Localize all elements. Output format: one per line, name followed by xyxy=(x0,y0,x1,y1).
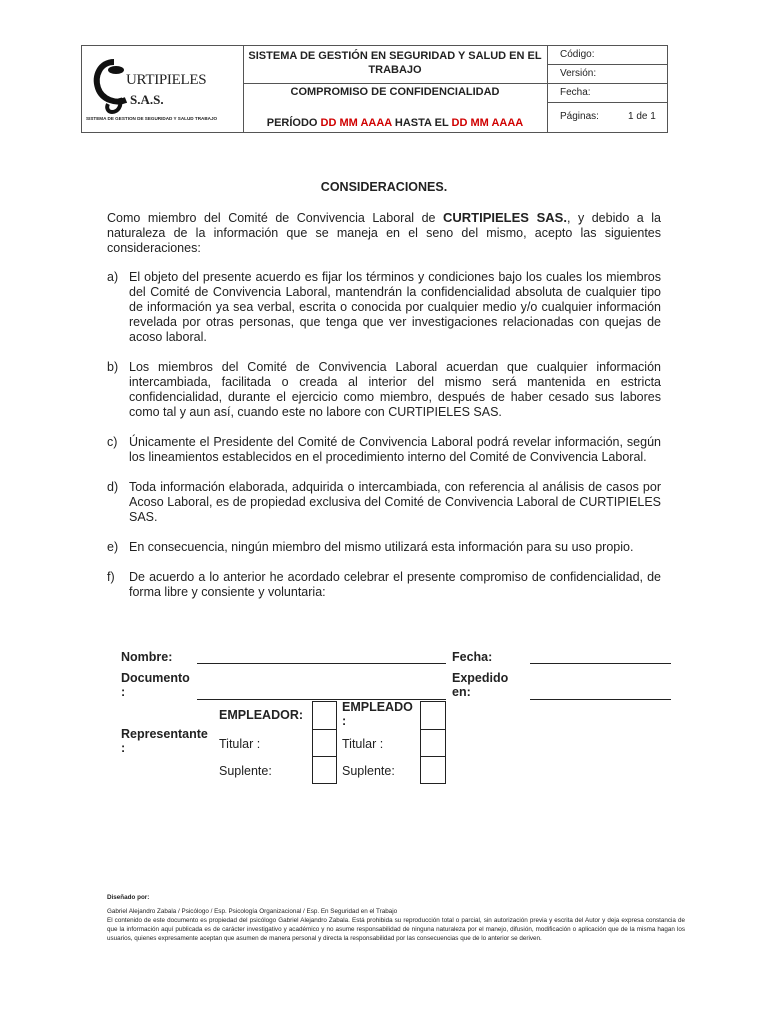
fecha-field[interactable] xyxy=(530,663,671,664)
empleado-checkbox[interactable] xyxy=(420,701,446,730)
empleador-checkbox[interactable] xyxy=(312,701,337,730)
header-divider xyxy=(243,46,244,132)
empleado-label-line1: EMPLEADO xyxy=(342,700,413,714)
intro-text-end: , y debido a la naturaleza de la información que se maneja en el seno del mismo, acepto las siguientes consideraciones: xyxy=(107,211,661,255)
system-title: SISTEMA DE GESTIÓN EN SEGURIDAD Y SALUD EN EL TRABAJO xyxy=(248,50,542,76)
header-divider xyxy=(547,64,668,65)
titular-right-label: Titular : xyxy=(342,737,384,751)
expedido-label-line1: Expedido xyxy=(452,671,509,685)
footer-notice: El contenido de este documento es propiedad del psicólogo Gabriel Alejandro Zabala. Está prohibida su reproducción total o parcial, sin autorización previa y escrita del Autor y deja expresa constancia de que la información aquí publicada es de carácter investigativo y académico y no asume responsabilidad de ninguna naturaleza por el manejo, difusión, modificación o aplicación que de la misma hagan los usuarios, quienes expresamente aceptan que asumen de manera personal y directa la responsabilidad por las consecuencias que de lo anterior se deriven. xyxy=(107,917,685,942)
header-divider xyxy=(547,83,668,84)
footer-author: Gabriel Alejandro Zabala / Psicólogo / Esp. Psicología Organizacional / Esp. En Seguridad en el Trabajo xyxy=(107,908,398,915)
item-text: Únicamente el Presidente del Comité de Convivencia Laboral podrá revelar información, según los lineamientos establecidos en el procedimiento interno del Comité de Convivencia Laboral. xyxy=(129,435,661,464)
empleado-label-line2: : xyxy=(342,714,347,728)
item-letter: e) xyxy=(107,540,119,554)
document-header-table xyxy=(81,45,668,133)
nombre-field[interactable] xyxy=(197,663,446,664)
paginas-value: 1 de 1 xyxy=(628,111,656,122)
suplente-right-label: Suplente: xyxy=(342,764,395,778)
header-divider xyxy=(547,46,548,132)
logo-sas: S.A.S. xyxy=(130,92,164,107)
item-text: De acuerdo a lo anterior he acordado celebrar el presente compromiso de confidencialidad, de forma libre y consiente y voluntaria: xyxy=(129,570,661,599)
nombre-label: Nombre: xyxy=(121,650,173,664)
documento-label xyxy=(121,671,190,699)
item-text: En consecuencia, ningún miembro del mismo utilizará esta información para su uso propio. xyxy=(129,540,634,554)
empleador-titular-checkbox[interactable] xyxy=(312,729,337,757)
logo-caption: SISTEMA DE GESTION DE SEGURIDAD Y SALUD TRABAJO xyxy=(86,116,218,121)
documento-label-line1: Documento xyxy=(121,671,190,685)
period-prefix: PERÍODO xyxy=(266,117,318,129)
item-text: Los miembros del Comité de Convivencia Laboral acuerdan que cualquier información intercambiada, facilitada o creada al interior del mismo será mantenida en estricta confidencialidad, durante el ejercicio como miembro, después de haber cesado sus labores como tal y aun así, cuando este no labore con CURTIPIELES SAS. xyxy=(129,360,661,419)
item-letter: a) xyxy=(107,270,119,284)
item-text: El objeto del presente acuerdo es fijar los términos y condiciones bajo los cuales los miembros del Comité de Convivencia Laboral, mantendrán la confidencialidad absoluta de cualquier tipo de información ya sea verbal, escrita o conocida por cualquier medio y/o cualquier información revelada por otras personas, que tenga que ver investigaciones relacionadas con quejas de acoso laboral. xyxy=(129,270,661,344)
intro-paragraph xyxy=(107,210,661,256)
paginas-label: Páginas: xyxy=(560,111,599,122)
empleado-suplente-checkbox[interactable] xyxy=(420,756,446,784)
period-line xyxy=(248,116,542,130)
empleador-label: EMPLEADOR: xyxy=(219,708,304,722)
expedido-field[interactable] xyxy=(530,699,671,700)
empleador-suplente-checkbox[interactable] xyxy=(312,756,337,784)
item-letter: d) xyxy=(107,480,119,494)
section-heading: CONSIDERACIONES. xyxy=(320,180,448,194)
header-divider xyxy=(243,83,547,84)
item-text: Toda información elaborada, adquirida o intercambiada, con referencia al análisis de casos por Acoso Laboral, es de propiedad exclusiva del Comité de Convivencia Laboral de CURTIPIELES SAS. xyxy=(129,480,661,524)
intro-text-start: Como miembro del Comité de Convivencia Laboral de xyxy=(107,211,443,225)
suplente-left-label: Suplente: xyxy=(219,764,272,778)
footer-designed-by: Diseñado por: xyxy=(107,894,150,901)
expedido-label xyxy=(452,671,508,699)
documento-label-line2: : xyxy=(121,685,126,699)
version-label: Versión: xyxy=(560,68,597,79)
item-letter: b) xyxy=(107,360,119,374)
representante-label xyxy=(121,727,208,755)
titular-left-label: Titular : xyxy=(219,737,261,751)
empleado-titular-checkbox[interactable] xyxy=(420,729,446,757)
document-title: COMPROMISO DE CONFIDENCIALIDAD xyxy=(290,86,500,98)
fecha-label: Fecha: xyxy=(560,87,591,98)
expedido-label-line2: en: xyxy=(452,685,471,699)
period-middle: HASTA EL xyxy=(394,117,449,129)
header-divider xyxy=(547,102,668,103)
item-letter: f) xyxy=(107,570,115,584)
representante-label-line1: Representante xyxy=(121,727,208,741)
representante-label-line2: : xyxy=(121,741,126,755)
company-logo xyxy=(82,46,243,132)
period-to: DD MM AAAA xyxy=(451,117,524,129)
logo-name: URTIPIELES xyxy=(126,72,207,88)
fecha-signature-label: Fecha: xyxy=(452,650,493,664)
codigo-label: Código: xyxy=(560,49,595,60)
item-letter: c) xyxy=(107,435,118,449)
empleado-label xyxy=(342,700,413,728)
intro-company: CURTIPIELES SAS. xyxy=(443,210,567,225)
period-from: DD MM AAAA xyxy=(320,117,392,129)
